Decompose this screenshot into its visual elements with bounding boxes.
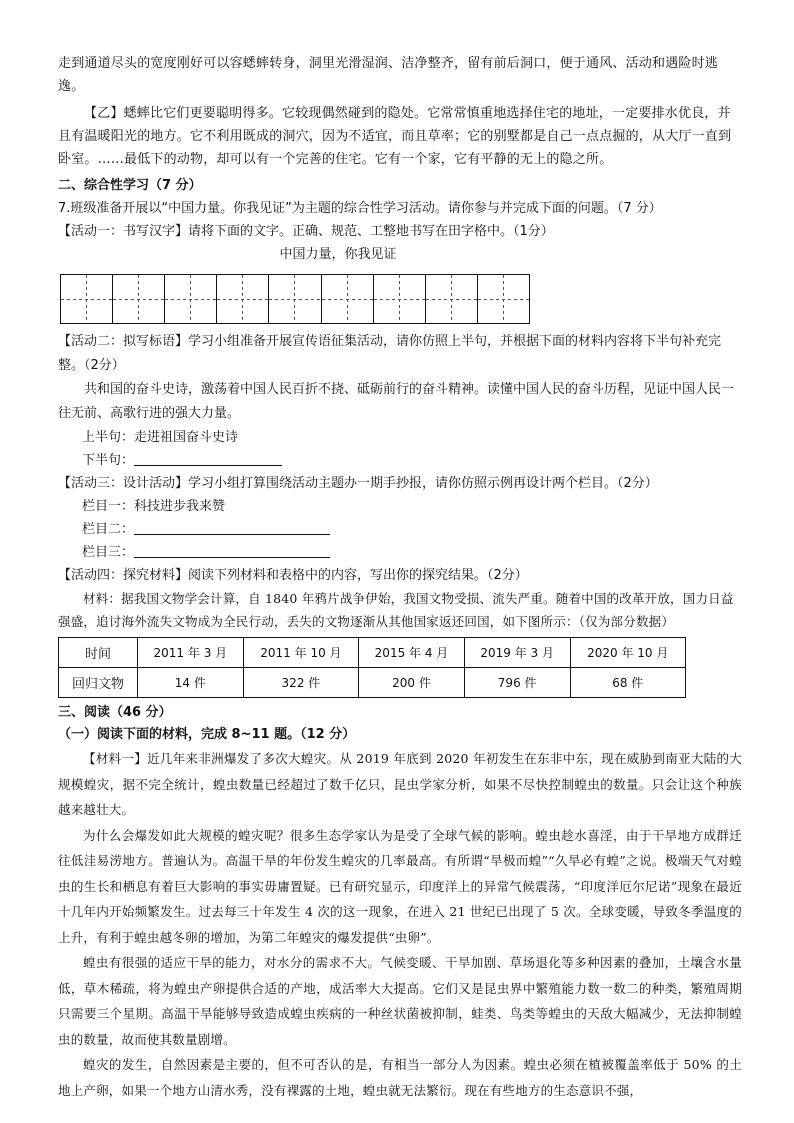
table-cell: 2015 年 4 月 xyxy=(359,638,465,668)
passage-yi-paragraph: 【乙】蟋蟀比它们更要聪明得多。它较现偶然碰到的隐处。它常常慎重地选择住宅的地址，一定要排水优良，并且有温暖阳光的地方。它不利用既成的洞穴，因为不适宜，而且草率；它的别墅都是自己一点点掘的，从大厅一直到卧室。……最低下的动物，却可以有一个完善的住宅。它有一个家，它有平静的无上的隐之所。 xyxy=(58,106,732,167)
table-cell: 200 件 xyxy=(359,668,465,698)
slogan-lower-row xyxy=(58,449,742,472)
grid-cell[interactable] xyxy=(374,275,426,323)
slogan-lower-label: 下半句： xyxy=(82,453,135,468)
question-7: 7.班级准备开展以“中国力量。你我见证”为主题的综合性学习活动。请你参与并完成下面的问题。（7 分） xyxy=(58,201,662,216)
activity2-material: 共和国的奋斗史诗，激荡着中国人民百折不挠、砥砺前行的奋斗精神。读懂中国人民的奋斗历程，见证中国人民一往无前、高歌行进的强大力量。 xyxy=(58,382,735,421)
activity1-phrase: 中国力量，你我见证 xyxy=(279,247,397,262)
table-row xyxy=(59,668,686,698)
column-three-blank[interactable] xyxy=(134,543,330,558)
reading-paragraph: 【材料一】近几年来非洲爆发了多次大蝗灾。从 2019 年底到 2020 年初发生在东非中东，现在威胁到南亚大陆的大规模蝗灾，据不完全统计，蝗虫数量已经超过了数千亿只，昆虫学家分析，如果不尽快控制蝗虫的数量。只会让这个种族越来越壮大。 xyxy=(58,751,742,817)
column-one: 栏目一：科技进步我来赞 xyxy=(82,499,226,514)
grid-cell[interactable] xyxy=(217,275,269,323)
grid-cell[interactable] xyxy=(61,275,113,323)
table-cell: 2019 年 3 月 xyxy=(464,638,570,668)
column-two-row xyxy=(58,518,742,541)
grid-cell[interactable] xyxy=(113,275,165,323)
table-header-cell: 回归文物 xyxy=(59,668,138,698)
activity2-instruction: 【活动二：拟写标语】学习小组准备开展宣传语征集活动，请你仿照上半句，并根据下面的材料内容将下半句补充完整。（2分） xyxy=(58,334,722,373)
grid-cell[interactable] xyxy=(478,275,529,323)
table-cell: 796 件 xyxy=(464,668,570,698)
reading-paragraph: 蝗灾的发生，自然因素是主要的，但不可否认的是，有相当一部分人为因素。蝗虫必须在植被覆盖率低于 50% 的土地上产卵，如果一个地方山清水秀，没有裸露的土地，蝗虫就无法繁衍。现在有些地方的生态意识不强， xyxy=(58,1057,742,1098)
table-cell: 322 件 xyxy=(243,668,358,698)
activity1-instruction: 【活动一：书写汉字】请将下面的文字。正确、规范、工整地书写在田字格中。（1分） xyxy=(58,224,554,239)
section2-title: 二、综合性学习（7 分） xyxy=(58,178,202,193)
table-cell: 2011 年 10 月 xyxy=(243,638,358,668)
column-three-label: 栏目三： xyxy=(82,545,135,560)
document-page xyxy=(58,52,742,1103)
grid-cell[interactable] xyxy=(322,275,374,323)
column-two-blank[interactable] xyxy=(134,520,330,535)
slogan-upper: 上半句：走进祖国奋斗史诗 xyxy=(82,430,239,445)
table-cell: 2020 年 10 月 xyxy=(570,638,685,668)
relic-return-table xyxy=(58,637,686,698)
table-cell: 68 件 xyxy=(570,668,685,698)
reading-paragraph: 为什么会爆发如此大规模的蝗灾呢？很多生态学家认为是受了全球气候的影响。蝗虫趁水喜淫，由于干旱地方成群迁往低洼易涝地方。普遍认为。高温干旱的年份发生蝗灾的几率最高。有所谓“旱极而蝗”“久旱必有蝗”之说。极端天气对蝗虫的生长和栖息有着巨大影响的事实毋庸置疑。已有研究显示，印度洋上的异常气候震荡，“印度洋厄尔尼诺”现象在最近十几年内开始频繁发生。过去每三十年发生 4 次的这一现象，在进入 21 世纪已出现了 5 次。全球变暖，导致冬季温度的上升，有利于蝗虫越冬卵的增加，为第二年蝗灾的爆发提供“虫卵”。 xyxy=(58,827,742,945)
tianzige-grid[interactable] xyxy=(60,274,530,324)
table-header-cell: 时间 xyxy=(59,638,138,668)
table-row xyxy=(59,638,686,668)
activity4-material: 材料：据我国文物学会计算，自 1840 年鸦片战争伊始，我国文物受损、流失严重。随着中国的改革开放，国力日益强盛，追讨海外流失文物成为全民行动，丢失的文物逐渐从其他国家返还回国，如下图所示：（仅为部分数据） xyxy=(58,591,734,629)
table-cell: 14 件 xyxy=(138,668,244,698)
slogan-lower-blank[interactable] xyxy=(134,451,282,466)
grid-cell[interactable] xyxy=(165,275,217,323)
section3-sub1: （一）阅读下面的材料，完成 8~11 题。（12 分） xyxy=(58,727,356,742)
reading-paragraph: 蝗虫有很强的适应干旱的能力，对水分的需求不大。气候变暖、干旱加剧、草场退化等多种因素的叠加，土壤含水量低，草木稀疏，将为蝗虫产卵提供合适的产地，成活率大大提高。它们又是昆虫界中繁殖能力数一数二的种类，繁殖周期只需要三个星期。高温干旱能够导致造成蝗虫疾病的一种丝状菌被抑制，蛙类、鸟类等蝗虫的天敌大幅减少，无法抑制蝗虫的数量，故而使其数量剧增。 xyxy=(58,955,742,1047)
column-three-row xyxy=(58,541,742,564)
passage-tail-paragraph: 走到通道尽头的宽度刚好可以容蟋蟀转身，洞里光滑湿润、洁净整齐，留有前后洞口，便于通风、活动和遇险时逃逸。 xyxy=(58,56,719,94)
activity4-instruction: 【活动四：探究材料】阅读下列材料和表格中的内容，写出你的探究结果。（2分） xyxy=(58,568,528,583)
activity3-instruction: 【活动三：设计活动】学习小组打算围绕活动主题办一期手抄报，请你仿照示例再设计两个栏目。（2分） xyxy=(58,476,658,491)
column-two-label: 栏目二： xyxy=(82,522,135,537)
grid-cell[interactable] xyxy=(426,275,478,323)
section3-title: 三、阅读（46 分） xyxy=(58,705,172,720)
table-cell: 2011 年 3 月 xyxy=(138,638,244,668)
grid-cell[interactable] xyxy=(269,275,321,323)
